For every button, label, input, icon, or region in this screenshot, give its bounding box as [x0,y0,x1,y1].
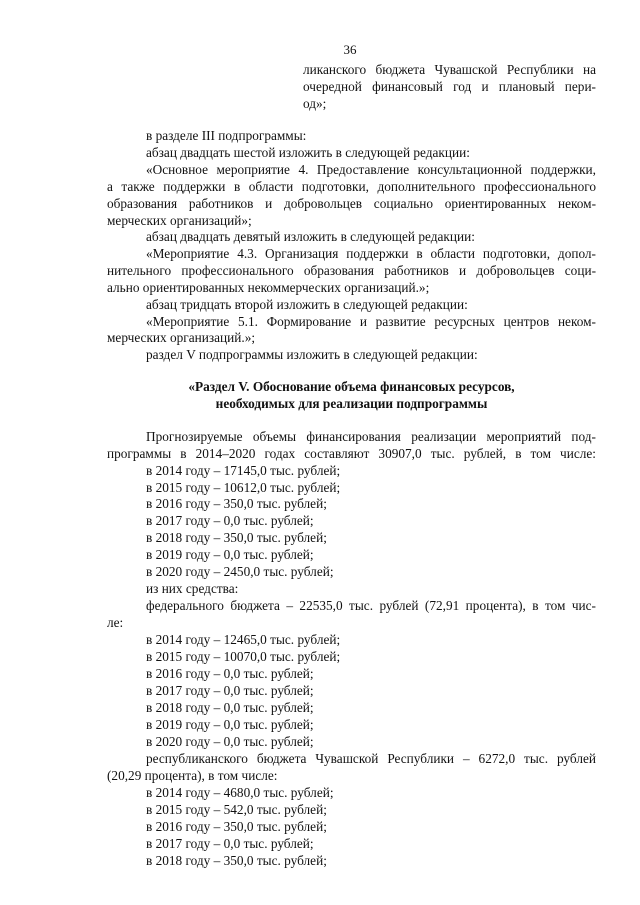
text-line: (20,29 процента), в том числе: [107,768,278,783]
list-item: в 2015 году – 10070,0 тыс. рублей; [146,649,341,664]
text-line: программы в 2014–2020 годах составляют 30907,0 тыс. рублей, в том числе: [107,446,596,461]
list-item: в 2018 году – 350,0 тыс. рублей; [146,530,327,545]
text-line: ально ориентированных некоммерческих организаций.»; [107,280,430,295]
text-line: мерческих организаций.»; [107,330,256,345]
text-line: федерального бюджета – 22535,0 тыс. рублей (72,91 процента), в том чис- [146,598,596,613]
list-item: в 2014 году – 4680,0 тыс. рублей; [146,785,334,800]
text-line: «Мероприятие 5.1. Формирование и развитие ресурсных центров неком- [146,314,596,329]
list-item: в 2014 году – 12465,0 тыс. рублей; [146,632,341,647]
text-line: «Основное мероприятие 4. Предоставление консультационной поддержки, [146,162,596,177]
list-item: в 2015 году – 10612,0 тыс. рублей; [146,480,341,495]
list-item: в 2016 году – 350,0 тыс. рублей; [146,819,327,834]
text-line: нительного профессионального образования работников и добровольцев соци- [107,263,596,278]
text-line: мерческих организаций»; [107,213,252,228]
list-item: в 2020 году – 2450,0 тыс. рублей; [146,564,334,579]
list-item: в 2014 году – 17145,0 тыс. рублей; [146,463,341,478]
text-line: абзац двадцать шестой изложить в следующей редакции: [146,145,470,160]
list-item: в 2016 году – 350,0 тыс. рублей; [146,496,327,511]
list-item: в 2015 году – 542,0 тыс. рублей; [146,802,327,817]
text-line: образования работников и добровольцев социально ориентированных неком- [107,196,596,211]
text-line: од»; [303,96,327,111]
section-heading-line2: необходимых для реализации подпрограммы [215,396,488,411]
text-line: ликанского бюджета Чувашской Республики на [303,62,596,77]
list-item: в 2017 году – 0,0 тыс. рублей; [146,683,314,698]
section-heading-line1: «Раздел V. Обоснование объема финансовых ресурсов, [188,379,515,394]
page-number: 36 [343,42,357,57]
list-item: в 2019 году – 0,0 тыс. рублей; [146,547,314,562]
text-line: «Мероприятие 4.3. Организация поддержки в области подготовки, допол- [146,246,596,261]
text-line: а также поддержки в области подготовки, дополнительного профессионального [107,179,596,194]
list-item: в 2019 году – 0,0 тыс. рублей; [146,717,314,732]
list-item: в 2018 году – 350,0 тыс. рублей; [146,853,327,868]
list-item: в 2016 году – 0,0 тыс. рублей; [146,666,314,681]
text-line: абзац тридцать второй изложить в следующей редакции: [146,297,468,312]
text-line: в разделе III подпрограммы: [146,128,307,143]
text-line: республиканского бюджета Чувашской Республики – 6272,0 тыс. рублей [146,751,596,766]
text-line: ле: [107,615,124,630]
list-item: в 2017 году – 0,0 тыс. рублей; [146,513,314,528]
text-line: Прогнозируемые объемы финансирования реализации мероприятий под- [146,429,596,444]
text-line: раздел V подпрограммы изложить в следующей редакции: [146,347,478,362]
text-line: очередной финансовый год и плановый пери- [303,79,596,94]
text-line: из них средства: [146,581,239,596]
text-line: абзац двадцать девятый изложить в следующей редакции: [146,229,475,244]
list-item: в 2018 году – 0,0 тыс. рублей; [146,700,314,715]
list-item: в 2020 году – 0,0 тыс. рублей; [146,734,314,749]
list-item: в 2017 году – 0,0 тыс. рублей; [146,836,314,851]
